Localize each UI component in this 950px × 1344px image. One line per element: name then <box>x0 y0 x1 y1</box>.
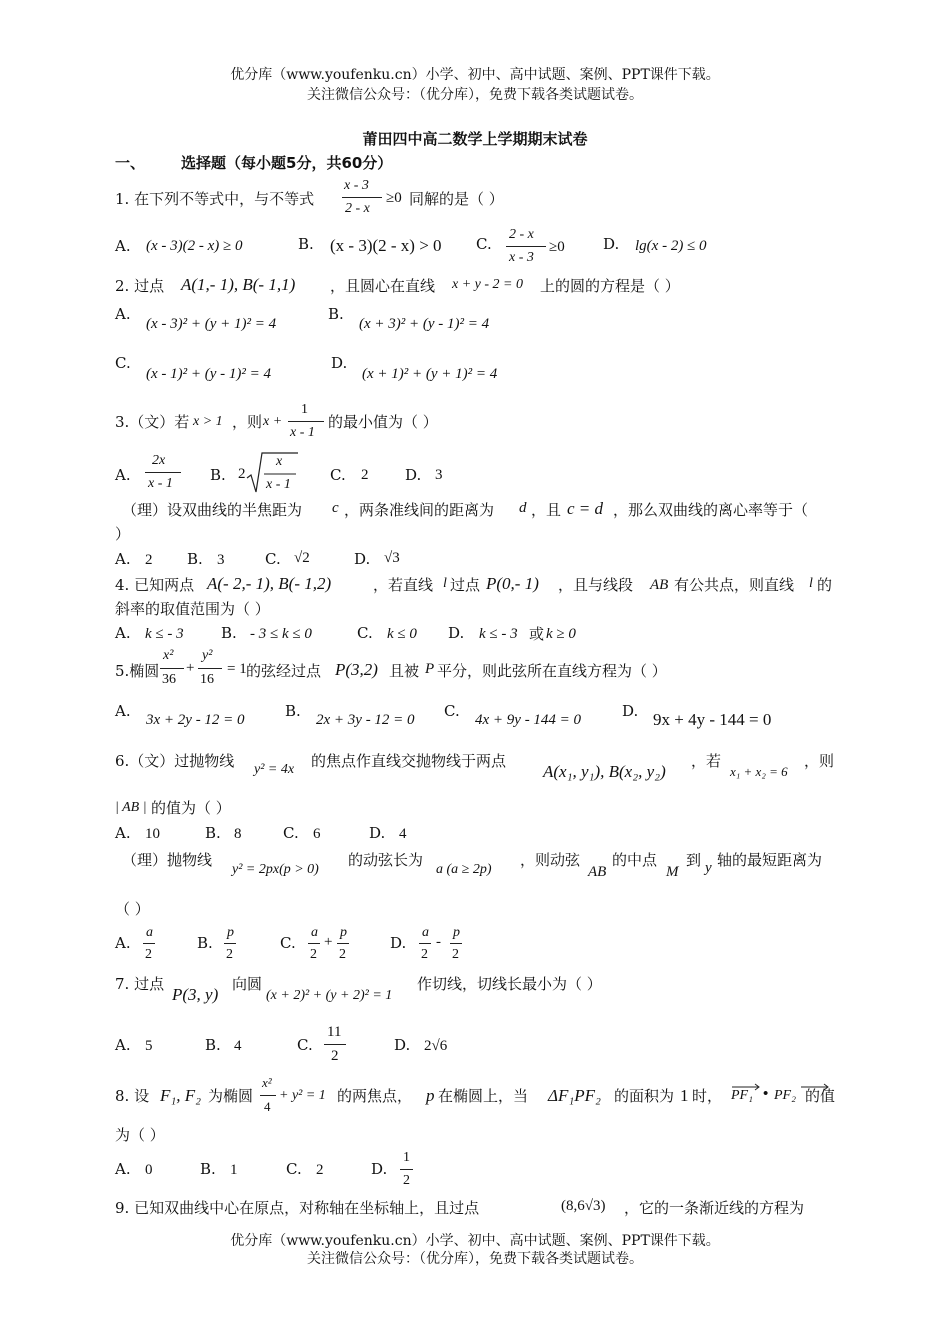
q6-li-option-b-bar <box>224 943 236 944</box>
q3-option-a-label: A. <box>115 466 131 484</box>
q3-option-a-den: x - 1 <box>148 476 173 491</box>
q8-stem-h: 为（ ） <box>115 1126 165 1144</box>
q6-li-option-a-num: a <box>146 925 153 940</box>
q3-li-c: c <box>332 500 339 516</box>
q3-frac-bar <box>288 421 324 422</box>
q6-li-option-d-op: - <box>436 934 441 950</box>
q6-li-option-b-den: 2 <box>226 947 233 962</box>
q9-stem-b: ，它的一条渐近线的方程为 <box>624 1199 805 1217</box>
q1-frac-num: x - 3 <box>344 178 369 193</box>
section-label: 选择题（每小题5分，共60分） <box>181 154 393 172</box>
q1-ge0: ≥0 <box>386 190 402 206</box>
q6-li-option-d-bar1 <box>419 943 431 944</box>
q6-li-option-d-n1: a <box>422 925 429 940</box>
q6-abs: | AB | <box>115 800 147 815</box>
q6-li-option-a-label: A. <box>115 934 131 952</box>
q7-stem-c: 作切线，切线长最小为（ ） <box>417 975 602 993</box>
q1-option-c-label: C. <box>476 235 492 253</box>
q7-option-b-val: 4 <box>234 1038 242 1054</box>
q4-option-c-label: C. <box>357 624 373 642</box>
q6-option-c-val: 6 <box>313 826 321 842</box>
q7-stem-a: 7. 过点 <box>115 975 165 993</box>
q4-option-b-expr: - 3 ≤ k ≤ 0 <box>250 626 312 642</box>
q8-frac-num: x² <box>262 1075 272 1090</box>
q4-AB: AB <box>650 577 669 593</box>
q3-option-d-val: 3 <box>435 467 443 483</box>
q3-stem-b: ，则 <box>232 413 263 431</box>
q4-option-d-label: D. <box>448 624 465 642</box>
q6-option-b-label: B. <box>205 824 221 842</box>
q8-stem-a: 8. 设 <box>115 1087 150 1105</box>
q7-option-d-val: 2√6 <box>424 1038 448 1054</box>
q2-option-d-label: D. <box>331 354 348 372</box>
q8-frac-den: 4 <box>264 1099 271 1114</box>
q8-option-c-val: 2 <box>316 1162 324 1178</box>
q3-option-c-label: C. <box>330 466 346 484</box>
q4-stem-a: 4. 已知两点 <box>115 576 195 594</box>
q6-parabola: y² = 4x <box>254 762 295 777</box>
q6-option-c-label: C. <box>283 824 299 842</box>
q3-li-option-b-val: 3 <box>217 552 225 568</box>
q2-option-b-expr: (x + 3)² + (y - 1)² = 4 <box>359 316 490 332</box>
q7-option-c-den: 2 <box>331 1048 339 1064</box>
q7-option-c-num: 11 <box>327 1024 342 1040</box>
q2-option-d-expr: (x + 1)² + (y + 1)² = 4 <box>362 366 498 382</box>
q5-option-d-label: D. <box>622 702 639 720</box>
q7-option-c-label: C. <box>297 1036 313 1054</box>
q8-p: p <box>426 1086 435 1105</box>
footer-line-2: 关注微信公众号：（优分库），免费下载各类试题试卷。 <box>307 1251 643 1267</box>
q5-plus: + <box>186 660 195 676</box>
q6-li-option-c-bar1 <box>308 943 320 944</box>
q2-option-c-expr: (x - 1)² + (y - 1)² = 4 <box>146 366 272 382</box>
q3-li-option-c-label: C. <box>265 550 281 568</box>
q3-li-text-e: ） <box>115 525 131 543</box>
q8-option-d-bar <box>400 1169 413 1170</box>
q8-frac-bar <box>260 1095 276 1096</box>
q5-p: P <box>425 661 435 677</box>
q8-option-d-num: 1 <box>403 1150 410 1165</box>
q3-li-text-b: ，两条准线间的距离为 <box>344 501 495 519</box>
q1-frac-den: 2 - x <box>345 201 370 216</box>
q7-option-a-label: A. <box>115 1036 131 1054</box>
q8-option-d-label: D. <box>371 1160 388 1178</box>
q6-li-a: a (a ≥ 2p) <box>436 862 492 877</box>
q8-option-a-val: 0 <box>145 1162 153 1178</box>
q4-stem-d: ，且与线段 <box>558 576 634 594</box>
q6-li-option-c-bar2 <box>337 943 349 944</box>
q2-stem-c: 上的圆的方程是（ ） <box>540 277 680 295</box>
q6-option-d-label: D. <box>369 824 386 842</box>
q2-stem-a: 2. 过点 <box>115 277 165 295</box>
q1-option-a-label: A. <box>115 237 131 255</box>
q5-bar2 <box>198 668 222 669</box>
q8-dot: • <box>763 1086 769 1102</box>
q8-option-b-val: 1 <box>230 1162 238 1178</box>
q3-li-option-a-label: A. <box>115 550 131 568</box>
q5-d1: 36 <box>162 672 176 687</box>
header-line-2: 关注微信公众号：（优分库），免费下载各类试题试卷。 <box>307 87 643 103</box>
q5-stem-a: 5.椭圆 <box>115 662 160 680</box>
q6-li-M: M <box>666 864 679 880</box>
q5-option-d-expr: 9x + 4y - 144 = 0 <box>653 710 772 729</box>
q7-option-b-label: B. <box>205 1036 221 1054</box>
q6-li-text-f: 轴的最短距离为 <box>717 851 823 869</box>
q6-li-option-a-den: 2 <box>145 947 152 962</box>
q2-option-a-label: A. <box>115 305 131 323</box>
q3-option-d-label: D. <box>405 466 422 484</box>
q3-li-option-d-label: D. <box>354 550 371 568</box>
q8-vector-2: PF₂ <box>774 1088 796 1103</box>
q4-option-c-expr: k ≤ 0 <box>387 626 417 642</box>
q2-line-expr: x + y - 2 = 0 <box>452 277 523 292</box>
q8-vector-1: PF₁ <box>731 1088 753 1103</box>
q6-option-a-val: 10 <box>145 826 160 842</box>
q4-stem-c: 过点 <box>450 576 481 594</box>
q6-li-text-a: （理）抛物线 <box>122 851 213 869</box>
q6-li-option-d-n2: p <box>453 925 460 940</box>
q6-li-y: y <box>705 860 712 876</box>
q5-n2: y² <box>202 648 213 663</box>
q4-stem-b: ，若直线 <box>373 576 434 594</box>
q3-li-d: d <box>519 500 527 516</box>
q7-option-a-val: 5 <box>145 1038 153 1054</box>
q6-option-b-val: 8 <box>234 826 242 842</box>
q8-stem-g: 的值 <box>805 1087 836 1105</box>
section-number: 一、 <box>115 154 146 172</box>
q6-li-option-a-bar <box>143 943 155 944</box>
q5-n1: x² <box>163 648 174 663</box>
q6-li-option-c-d1: 2 <box>310 947 317 962</box>
q4-l2: l <box>809 576 813 591</box>
q4-points: A(- 2,- 1), B(- 1,2) <box>207 574 332 593</box>
q6-li-parabola: y² = 2px(p > 0) <box>232 862 319 877</box>
q2-points: A(1,- 1), B(- 1,1) <box>181 275 296 294</box>
q3-option-a-bar <box>145 472 181 473</box>
q6-option-a-label: A. <box>115 824 131 842</box>
q7-stem-b: 向圆 <box>232 975 263 993</box>
q7-point: P(3, y) <box>172 985 219 1004</box>
q1-option-b-expr: (x - 3)(2 - x) > 0 <box>330 236 442 255</box>
q3-li-option-b-label: B. <box>187 550 203 568</box>
q6-li-paren: （ ） <box>115 900 150 918</box>
q7-option-c-bar <box>324 1044 346 1045</box>
q8-stem-d: 在椭圆上，当 <box>438 1087 529 1105</box>
q4-option-d-expr2: k ≥ 0 <box>546 626 576 642</box>
q6-li-option-c-d2: 2 <box>339 947 346 962</box>
footer-line-1: 优分库（www.youfenku.cn）小学、初中、高中试题、案例、PPT课件下载。 <box>230 1233 720 1249</box>
q6-li-option-d-bar2 <box>450 943 462 944</box>
q3-li-text-d: ，那么双曲线的离心率等于（ <box>613 501 809 519</box>
q9-stem-a: 9. 已知双曲线中心在原点，对称轴在坐标轴上，且过点 <box>115 1199 480 1217</box>
q7-option-d-label: D. <box>394 1036 411 1054</box>
q1-option-d-expr: lg(x - 2) ≤ 0 <box>635 238 707 254</box>
q3-expr-a: x + <box>263 414 283 429</box>
q6-cond: x₁ + x₂ = 6 <box>730 764 788 779</box>
q2-stem-b: ，且圆心在直线 <box>330 277 436 295</box>
q5-option-c-expr: 4x + 9y - 144 = 0 <box>475 712 582 728</box>
q3-frac-den: x - 1 <box>290 425 315 440</box>
q6-points: A(x₁, y₁), B(x₂, y₂) <box>543 762 666 781</box>
q6-li-option-c-label: C. <box>280 934 296 952</box>
q1-frac-bar <box>342 197 382 198</box>
q6-li-text-c: ，则动弦 <box>520 851 581 869</box>
q5-option-b-expr: 2x + 3y - 12 = 0 <box>316 712 415 728</box>
q1-option-b-label: B. <box>298 235 314 253</box>
q3-stem-c: 的最小值为（ ） <box>328 413 438 431</box>
q1-option-c-bar <box>506 246 546 247</box>
q5-option-b-label: B. <box>285 702 301 720</box>
q4-l1: l <box>443 576 447 591</box>
q6-option-d-val: 4 <box>399 826 407 842</box>
q8-option-c-label: C. <box>286 1160 302 1178</box>
q2-option-a-expr: (x - 3)² + (y + 1)² = 4 <box>146 316 277 332</box>
q4-point-p: P(0,- 1) <box>486 574 539 593</box>
q4-option-d-expr1: k ≤ - 3 <box>479 626 518 642</box>
q1-option-d-label: D. <box>603 235 620 253</box>
q6-stem-c: ，若 <box>691 752 722 770</box>
q5-point: P(3,2) <box>335 660 378 679</box>
q6-li-option-c-op: + <box>324 934 333 950</box>
q8-foci: F₁, F₂ <box>160 1086 202 1105</box>
q6-li-AB: AB <box>588 864 607 880</box>
q3-li-option-c-val: √2 <box>294 550 310 566</box>
q3-cond: x > 1 <box>193 414 223 429</box>
q6-li-option-d-d2: 2 <box>452 947 459 962</box>
q6-li-text-b: 的动弦长为 <box>348 851 424 869</box>
q3-li-option-d-val: √3 <box>384 550 400 566</box>
q4-stem-f: 的 <box>817 576 833 594</box>
q8-option-b-label: B. <box>200 1160 216 1178</box>
q5-eq: = 1 <box>227 661 247 677</box>
q1-stem-a: 1. 在下列不等式中，与不等式 <box>115 190 315 208</box>
q8-option-a-label: A. <box>115 1160 131 1178</box>
q6-li-text-e: 到 <box>686 851 702 869</box>
q5-stem-b: 的弦经过点 <box>246 662 322 680</box>
q8-stem-b: 为椭圆 <box>208 1087 254 1105</box>
q3-li-option-a-val: 2 <box>145 552 153 568</box>
q1-option-a-expr: (x - 3)(2 - x) ≥ 0 <box>146 238 243 254</box>
q3-frac-num: 1 <box>301 402 308 417</box>
q7-circle: (x + 2)² + (y + 2)² = 1 <box>266 988 393 1003</box>
q5-bar1 <box>160 668 184 669</box>
q3-li-eq: c = d <box>567 499 604 518</box>
q4-option-a-label: A. <box>115 624 131 642</box>
q3-option-b-den: x - 1 <box>266 477 291 492</box>
q3-option-b-coef: 2 <box>238 466 246 482</box>
q4-option-d-or: 或 <box>529 625 545 643</box>
q6-li-option-b-label: B. <box>197 934 213 952</box>
q4-option-a-expr: k ≤ - 3 <box>145 626 184 642</box>
q5-option-a-expr: 3x + 2y - 12 = 0 <box>146 712 245 728</box>
q3-li-text-c: ，且 <box>531 501 562 519</box>
q6-li-text-d: 的中点 <box>612 851 658 869</box>
q1-option-c-tail: ≥0 <box>549 239 565 255</box>
q3-li-text-a: （理）设双曲线的半焦距为 <box>122 501 303 519</box>
q5-d2: 16 <box>200 672 214 687</box>
q3-option-b-num: x <box>276 454 283 469</box>
q5-option-a-label: A. <box>115 702 131 720</box>
q8-stem-c: 的两焦点， <box>337 1087 413 1105</box>
q4-stem-g: 斜率的取值范围为（ ） <box>115 600 270 618</box>
q6-li-option-c-n2: p <box>340 925 347 940</box>
q6-stem-e: 的值为（ ） <box>151 799 231 817</box>
page-title: 莆田四中高二数学上学期期末试卷 <box>362 130 588 148</box>
q8-stem-e: 的面积为 <box>614 1087 675 1105</box>
q8-one: 1 <box>680 1086 689 1105</box>
q6-stem-a: 6.（文）过抛物线 <box>115 752 235 770</box>
q9-point: (8,6√3) <box>561 1198 606 1214</box>
q6-li-option-c-n1: a <box>311 925 318 940</box>
q2-option-b-label: B. <box>328 305 344 323</box>
q1-option-c-den: x - 3 <box>509 250 534 265</box>
q4-stem-e: 有公共点，则直线 <box>674 576 795 594</box>
q6-li-option-d-d1: 2 <box>421 947 428 962</box>
q6-li-option-b-num: p <box>227 925 234 940</box>
q3-option-c-val: 2 <box>361 467 369 483</box>
q3-stem-a: 3.（文）若 <box>115 413 190 431</box>
q3-option-a-num: 2x <box>152 453 166 468</box>
q1-option-c-num: 2 - x <box>509 227 534 242</box>
q6-stem-d: ，则 <box>804 752 835 770</box>
q4-option-b-label: B. <box>221 624 237 642</box>
q6-li-option-d-label: D. <box>390 934 407 952</box>
q2-option-c-label: C. <box>115 354 131 372</box>
q5-stem-d: 平分，则此弦所在直线方程为（ ） <box>437 662 667 680</box>
q8-option-d-den: 2 <box>403 1173 410 1188</box>
q6-stem-b: 的焦点作直线交抛物线于两点 <box>311 752 507 770</box>
q5-option-c-label: C. <box>444 702 460 720</box>
header-line-1: 优分库（www.youfenku.cn）小学、初中、高中试题、案例、PPT课件下载。 <box>230 67 720 83</box>
q8-eq-rest: + y² = 1 <box>279 1088 326 1103</box>
q5-stem-c: 且被 <box>389 662 420 680</box>
q3-option-b-label: B. <box>210 466 226 484</box>
q1-stem-b: 同解的是（ ） <box>409 190 504 208</box>
q8-stem-f: 时， <box>692 1087 723 1105</box>
q8-triangle: ΔF₁PF₂ <box>548 1086 601 1105</box>
